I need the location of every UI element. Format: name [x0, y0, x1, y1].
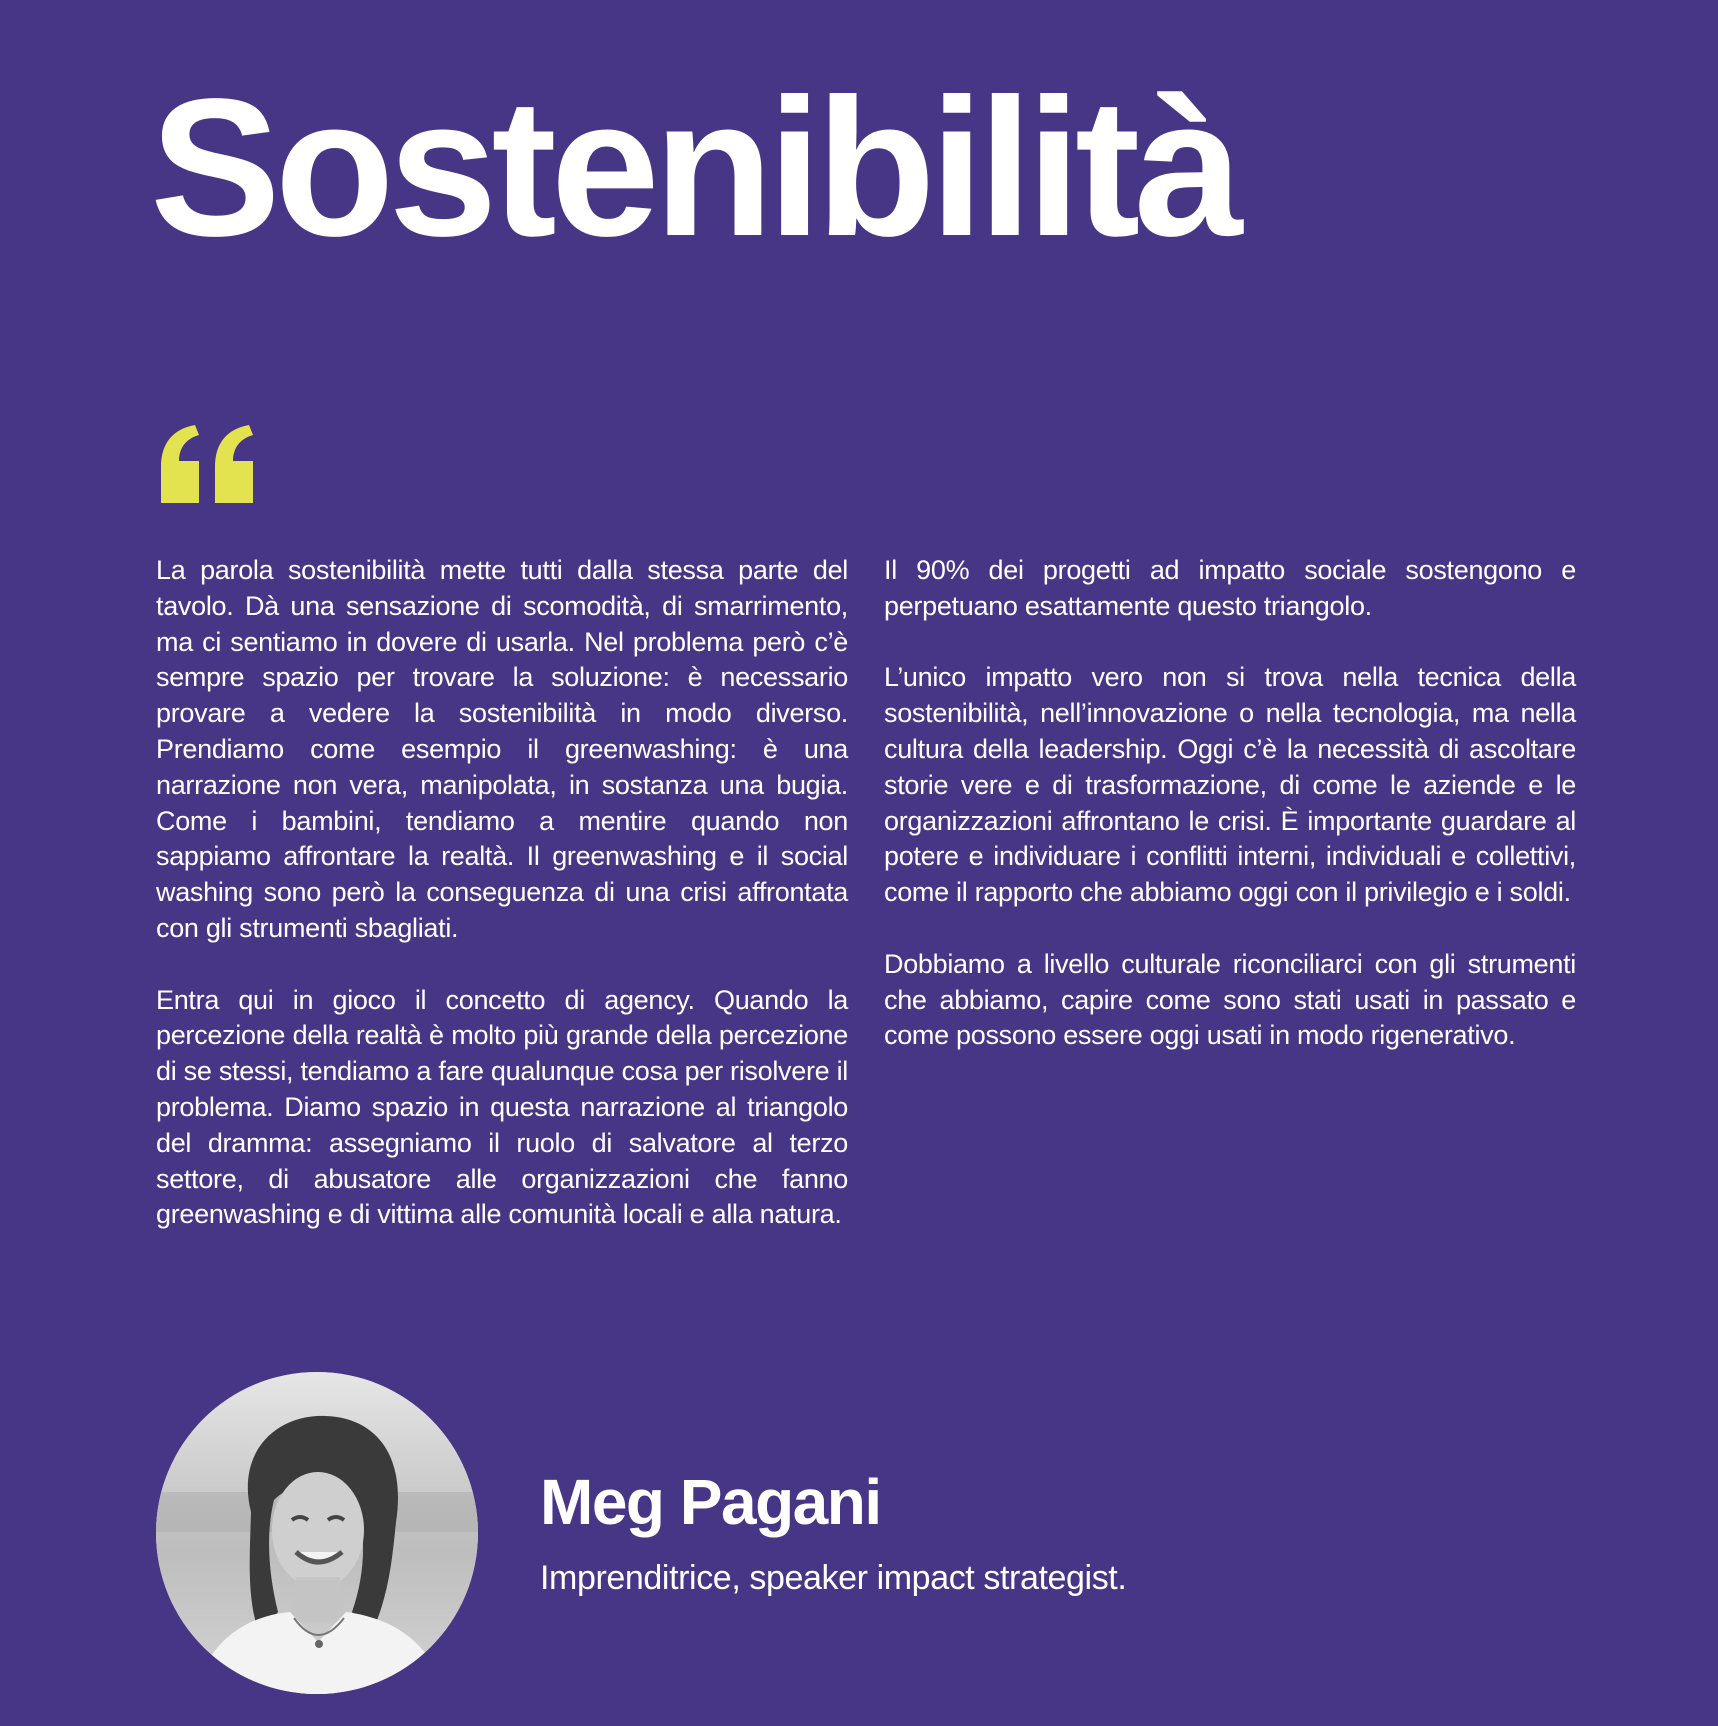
paragraph: Il 90% dei progetti ad impatto sociale sostengono e perpetuano esattamente questo triangolo.: [884, 555, 1576, 621]
article-column-left: [156, 553, 848, 1269]
paragraph: Entra qui in gioco il concetto di agency. Quando la percezione della realtà è molto più grande della percezione di se stessi, tendiamo a fare qualunque cosa per risolvere il problema. Diamo spazio in questa narrazione al triangolo del dramma: assegniamo il ruolo di salvatore al terzo settore, di abusatore alle organizzazioni che fanno greenwashing e di vittima alle comunità locali e alla natura.: [156, 984, 848, 1230]
page-title: Sostenibilità: [150, 58, 1238, 277]
quote-glyph-right: [215, 425, 253, 503]
paragraph: Dobbiamo a livello culturale riconciliarci con gli strumenti che abbiamo, capire come sono stati usati in passato e come possono essere oggi usati in modo rigenerativo.: [884, 948, 1576, 1051]
neck: [290, 1577, 346, 1622]
quotation-mark-icon: [155, 425, 265, 515]
paragraph: La parola sostenibilità mette tutti dalla stessa parte del tavolo. Dà una sensazione di scomodità, di smarrimento, ma ci sentiamo in dovere di usarla. Nel problema però c’è sempre spazio per trovare la soluzione: è necessario provare a vedere la sostenibilità in modo diverso. Prendiamo come esempio il greenwashing: è una narrazione non vera, manipolata, in sostanza una bugia. Come i bambini, tendiamo a mentire quando non sappiamo affrontare la realtà. Il greenwashing e il social washing sono però la conseguenza di una crisi affrontata con gli strumenti sbagliati.: [156, 555, 848, 943]
author-role: Imprenditrice, speaker impact strategist.: [540, 1559, 1127, 1597]
author-name: Meg Pagani: [540, 1466, 881, 1538]
pendant: [315, 1640, 323, 1648]
paragraph: L’unico impatto vero non si trova nella tecnica della sostenibilità, nell’innovazione o nella tecnologia, ma nella cultura della leadership. Oggi c’è la necessità di ascoltare storie vere e di trasformazione, di come le aziende e le organizzazioni affrontano le crisi. È importante guardare al potere e individuare i conflitti interni, individuali e collettivi, come il rapporto che abbiamo oggi con il privilegio e i soldi.: [884, 662, 1576, 908]
author-photo: [156, 1372, 478, 1694]
face: [272, 1472, 364, 1588]
article-column-right: [884, 553, 1576, 1090]
portrait-illustration: [156, 1372, 478, 1694]
quote-glyph-left: [161, 425, 199, 503]
